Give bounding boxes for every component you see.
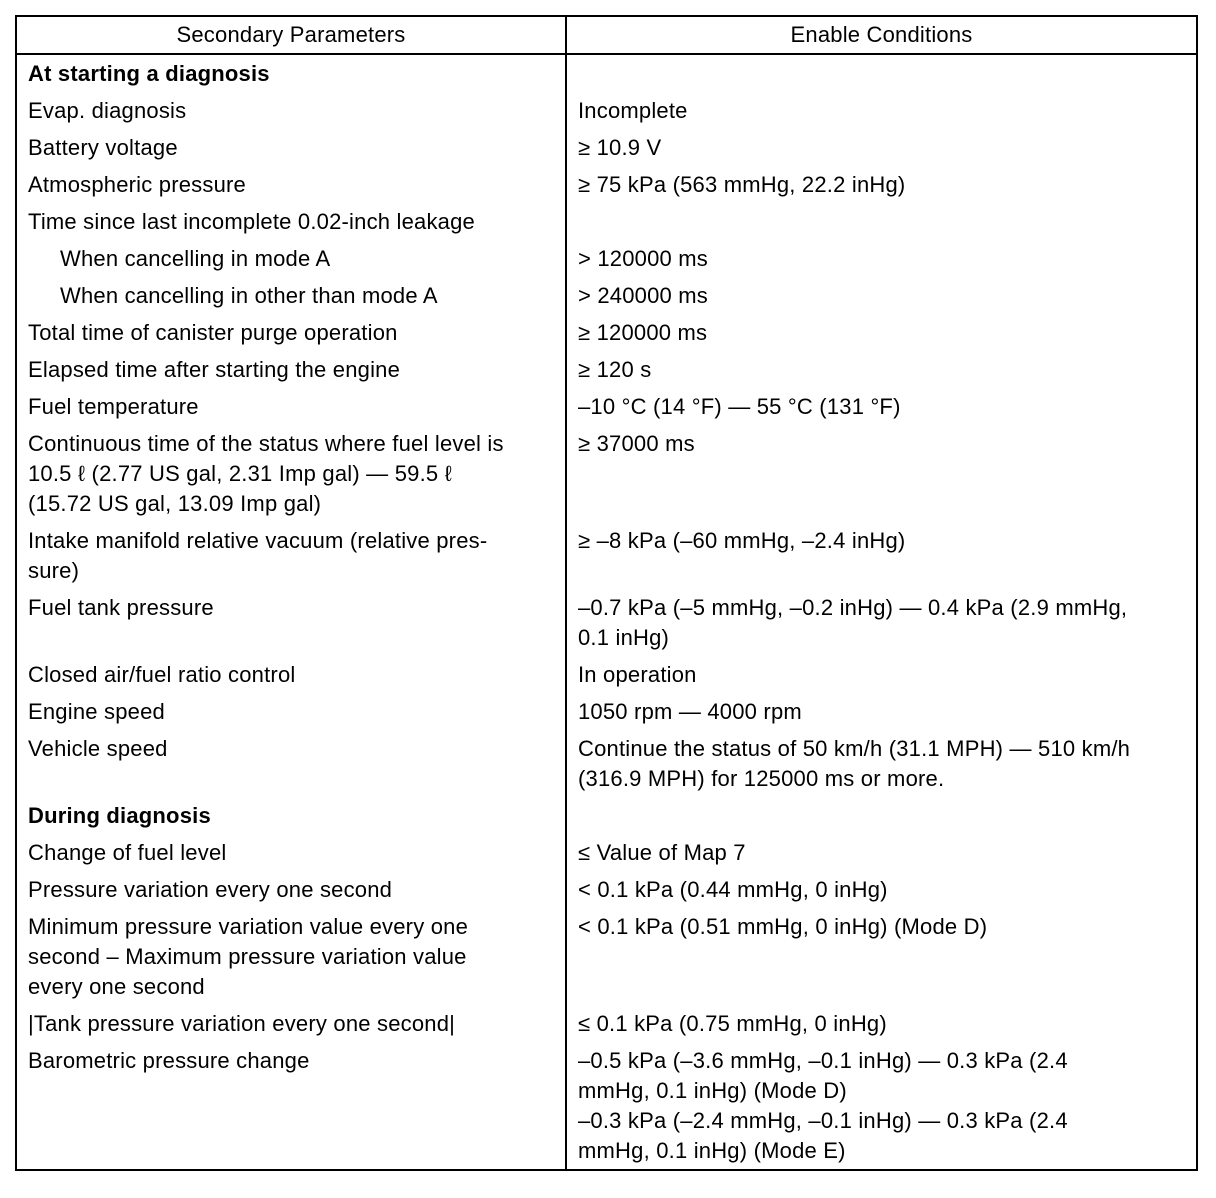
table-row [16, 522, 1197, 589]
parameter-cell [16, 522, 566, 589]
table-row [16, 240, 1197, 277]
parameter-cell: Total time of canister purge operation [16, 314, 566, 351]
parameter-cell: Vehicle speed [16, 730, 566, 797]
table-row [16, 425, 1197, 522]
condition-cell: < 0.1 kPa (0.51 mmHg, 0 inHg) (Mode D) [578, 914, 988, 939]
table-row [16, 871, 1197, 908]
parameter-line: Intake manifold relative vacuum (relative pres- [28, 528, 488, 553]
condition-cell: In operation [578, 662, 697, 687]
parameter-line: every one second [28, 974, 205, 999]
condition-cell: ≥ 37000 ms [578, 431, 695, 456]
parameter-cell: Battery voltage [16, 129, 566, 166]
parameter-cell: When cancelling in other than mode A [16, 277, 566, 314]
condition-cell: ≤ Value of Map 7 [578, 840, 746, 865]
table-row [16, 351, 1197, 388]
table-row [16, 92, 1197, 129]
table-row [16, 834, 1197, 871]
condition-cell: ≤ 0.1 kPa (0.75 mmHg, 0 inHg) [578, 1011, 887, 1036]
condition-cell: –10 °C (14 °F) — 55 °C (131 °F) [578, 394, 901, 419]
condition-line: –0.5 kPa (–3.6 mmHg, –0.1 inHg) — 0.3 kPa (2.4 [578, 1048, 1068, 1073]
parameter-cell: Engine speed [16, 693, 566, 730]
table-row [16, 730, 1197, 797]
condition-cell [566, 1042, 1197, 1170]
parameter-cell: Barometric pressure change [16, 1042, 566, 1170]
condition-line: mmHg, 0.1 inHg) (Mode D) [578, 1078, 847, 1103]
condition-line: –0.7 kPa (–5 mmHg, –0.2 inHg) — 0.4 kPa (2.9 mmHg, [578, 595, 1128, 620]
section-row-during [16, 797, 1197, 834]
condition-cell: ≥ –8 kPa (–60 mmHg, –2.4 inHg) [578, 528, 906, 553]
parameter-line: (15.72 US gal, 13.09 Imp gal) [28, 491, 322, 516]
table-row [16, 1042, 1197, 1170]
parameter-cell: Evap. diagnosis [16, 92, 566, 129]
condition-cell: > 240000 ms [578, 283, 709, 308]
parameter-cell [16, 425, 566, 522]
condition-cell [566, 589, 1197, 656]
condition-cell: Incomplete [578, 98, 688, 123]
parameter-line: second – Maximum pressure variation value [28, 944, 467, 969]
table-row [16, 203, 1197, 240]
condition-line: mmHg, 0.1 inHg) (Mode E) [578, 1138, 846, 1163]
table-row [16, 589, 1197, 656]
condition-cell: > 120000 ms [578, 246, 709, 271]
parameter-cell: Atmospheric pressure [16, 166, 566, 203]
table-row [16, 1005, 1197, 1042]
table-row [16, 166, 1197, 203]
condition-line: (316.9 MPH) for 125000 ms or more. [578, 766, 945, 791]
table-row [16, 693, 1197, 730]
table-row [16, 314, 1197, 351]
condition-cell: ≥ 75 kPa (563 mmHg, 22.2 inHg) [578, 172, 906, 197]
parameter-line: sure) [28, 558, 80, 583]
section-title-during: During diagnosis [16, 797, 566, 834]
parameter-line: Minimum pressure variation value every one [28, 914, 469, 939]
parameter-cell: Time since last incomplete 0.02-inch leakage [16, 203, 566, 240]
parameter-line: 10.5 ℓ (2.77 US gal, 2.31 Imp gal) — 59.5 ℓ [28, 461, 452, 486]
parameter-cell: Fuel tank pressure [16, 589, 566, 656]
header-enable-conditions: Enable Conditions [566, 16, 1197, 54]
condition-line: 0.1 inHg) [578, 625, 670, 650]
table-row [16, 129, 1197, 166]
condition-line: Continue the status of 50 km/h (31.1 MPH) — 510 km/h [578, 736, 1131, 761]
parameter-cell: Closed air/fuel ratio control [16, 656, 566, 693]
parameter-cell: Change of fuel level [16, 834, 566, 871]
table-row [16, 277, 1197, 314]
parameter-line: Continuous time of the status where fuel level is [28, 431, 504, 456]
condition-cell: < 0.1 kPa (0.44 mmHg, 0 inHg) [578, 877, 888, 902]
header-secondary-parameters: Secondary Parameters [16, 16, 566, 54]
condition-cell: ≥ 120000 ms [578, 320, 708, 345]
parameter-cell: |Tank pressure variation every one second| [16, 1005, 566, 1042]
condition-line: –0.3 kPa (–2.4 mmHg, –0.1 inHg) — 0.3 kPa (2.4 [578, 1108, 1068, 1133]
enable-conditions-table [15, 15, 1198, 1171]
section-row-start [16, 54, 1197, 92]
table-row [16, 388, 1197, 425]
section-empty-cell [566, 54, 1197, 92]
parameter-cell: Pressure variation every one second [16, 871, 566, 908]
condition-cell: ≥ 10.9 V [578, 135, 662, 160]
section-title-start: At starting a diagnosis [16, 54, 566, 92]
condition-cell [566, 730, 1197, 797]
parameter-cell: Elapsed time after starting the engine [16, 351, 566, 388]
condition-cell [566, 203, 1197, 240]
table-row [16, 908, 1197, 1005]
condition-cell: ≥ 120 s [578, 357, 652, 382]
condition-cell: 1050 rpm — 4000 rpm [578, 699, 802, 724]
section-empty-cell [566, 797, 1197, 834]
table-row [16, 656, 1197, 693]
parameter-cell: Fuel temperature [16, 388, 566, 425]
table-header-row [16, 16, 1197, 54]
parameter-cell [16, 908, 566, 1005]
parameter-cell: When cancelling in mode A [16, 240, 566, 277]
